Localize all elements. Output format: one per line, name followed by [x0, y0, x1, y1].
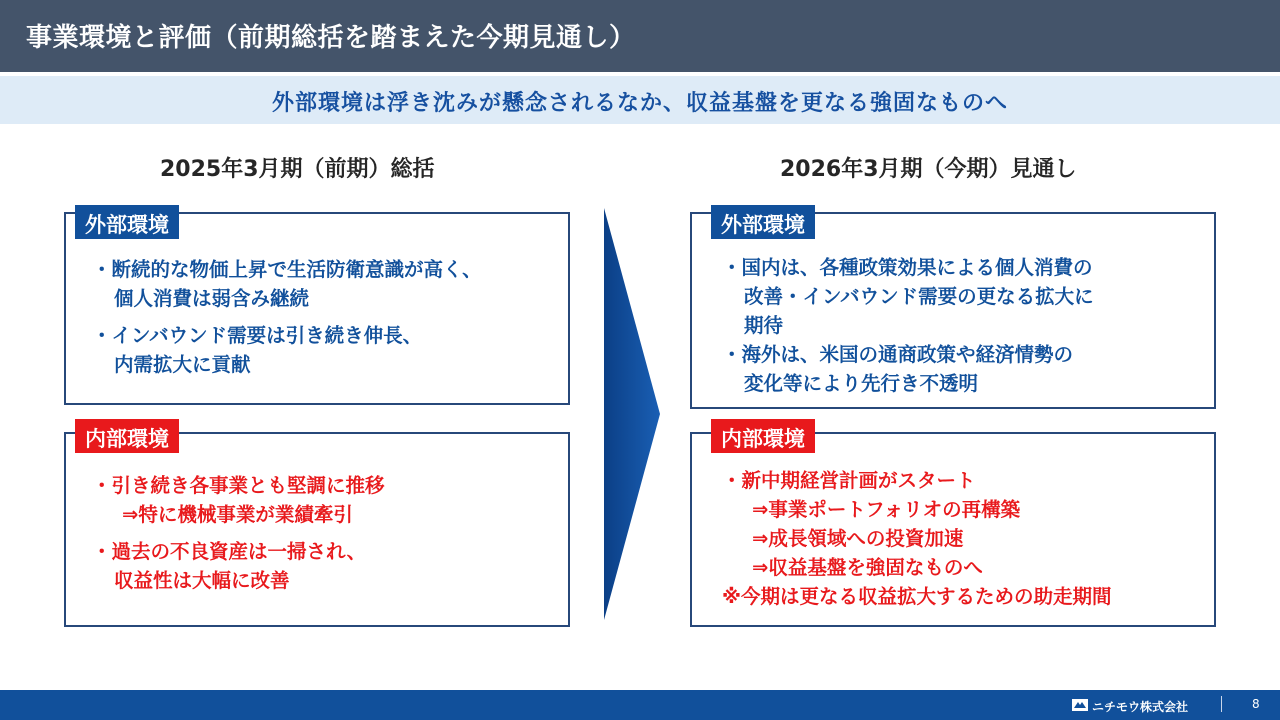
list-item: [92, 255, 482, 313]
list-item: [722, 553, 1111, 582]
list-item: [92, 537, 385, 595]
list-item-line: ・引き続き各事業とも堅調に推移: [92, 474, 385, 497]
list-item-line: ⇒収益基盤を強固なものへ: [752, 556, 983, 579]
right-external-tag: 外部環境: [711, 205, 815, 239]
list-item-line: ⇒成長領域への投資加速: [752, 527, 964, 550]
left-column-heading: 2025年3月期（前期）総括: [160, 157, 435, 182]
list-item-line: 内需拡大に貢献: [114, 353, 251, 376]
list-item-line: 改善・インバウンド需要の更なる拡大に: [744, 285, 1094, 308]
list-item-line: ⇒事業ポートフォリオの再構築: [752, 498, 1021, 521]
list-item-line: ※今期は更なる収益拡大するための助走期間: [722, 585, 1112, 608]
list-item: [722, 253, 1094, 340]
list-item-line: ⇒特に機械事業が業績牽引: [122, 503, 353, 526]
company-name: ニチモウ株式会社: [1092, 700, 1189, 714]
left-internal-tag: 内部環境: [75, 419, 179, 453]
right-internal-list: [722, 466, 1111, 611]
list-item-line: 変化等により先行き不透明: [744, 372, 979, 395]
list-item-note: [722, 582, 1111, 611]
list-item-line: ・国内は、各種政策効果による個人消費の: [722, 256, 1093, 279]
list-item-line: ・インバウンド需要は引き続き伸長、: [92, 324, 423, 347]
subtitle-bar: [0, 76, 1280, 124]
list-item-line: ・過去の不良資産は一掃され、: [92, 540, 367, 563]
footer-divider: [1221, 696, 1222, 712]
list-item-line: 個人消費は弱含み継続: [114, 287, 310, 310]
list-item-line: ・断続的な物価上昇で生活防衛意識が高く、: [92, 258, 482, 281]
right-column-heading: 2026年3月期（今期）見通し: [780, 157, 1077, 182]
list-item: [722, 524, 1111, 553]
list-item: [722, 340, 1094, 398]
page-number: 8: [1252, 697, 1260, 711]
list-item-line: 収益性は大幅に改善: [114, 569, 290, 592]
company-logo-icon: [1072, 699, 1088, 711]
left-external-list: [92, 255, 482, 379]
title-bar: [0, 0, 1280, 72]
footer: [0, 690, 1280, 720]
list-item: [92, 471, 385, 529]
right-internal-tag: 内部環境: [711, 419, 815, 453]
left-internal-list: [92, 471, 385, 595]
right-external-list: [722, 253, 1094, 398]
list-item-line: 期待: [744, 314, 784, 337]
right-arrow-icon: [604, 208, 660, 620]
list-item-line: ・海外は、米国の通商政策や経済情勢の: [722, 343, 1074, 366]
slide-subtitle: 外部環境は浮き沈みが懸念されるなか、収益基盤を更なる強固なものへ: [271, 91, 1008, 116]
list-item: [722, 466, 1111, 495]
list-item-line: ・新中期経営計画がスタート: [722, 469, 976, 492]
slide-title: 事業環境と評価（前期総括を踏まえた今期見通し）: [26, 23, 636, 53]
list-item: [722, 495, 1111, 524]
list-item: [92, 321, 482, 379]
left-external-tag: 外部環境: [75, 205, 179, 239]
